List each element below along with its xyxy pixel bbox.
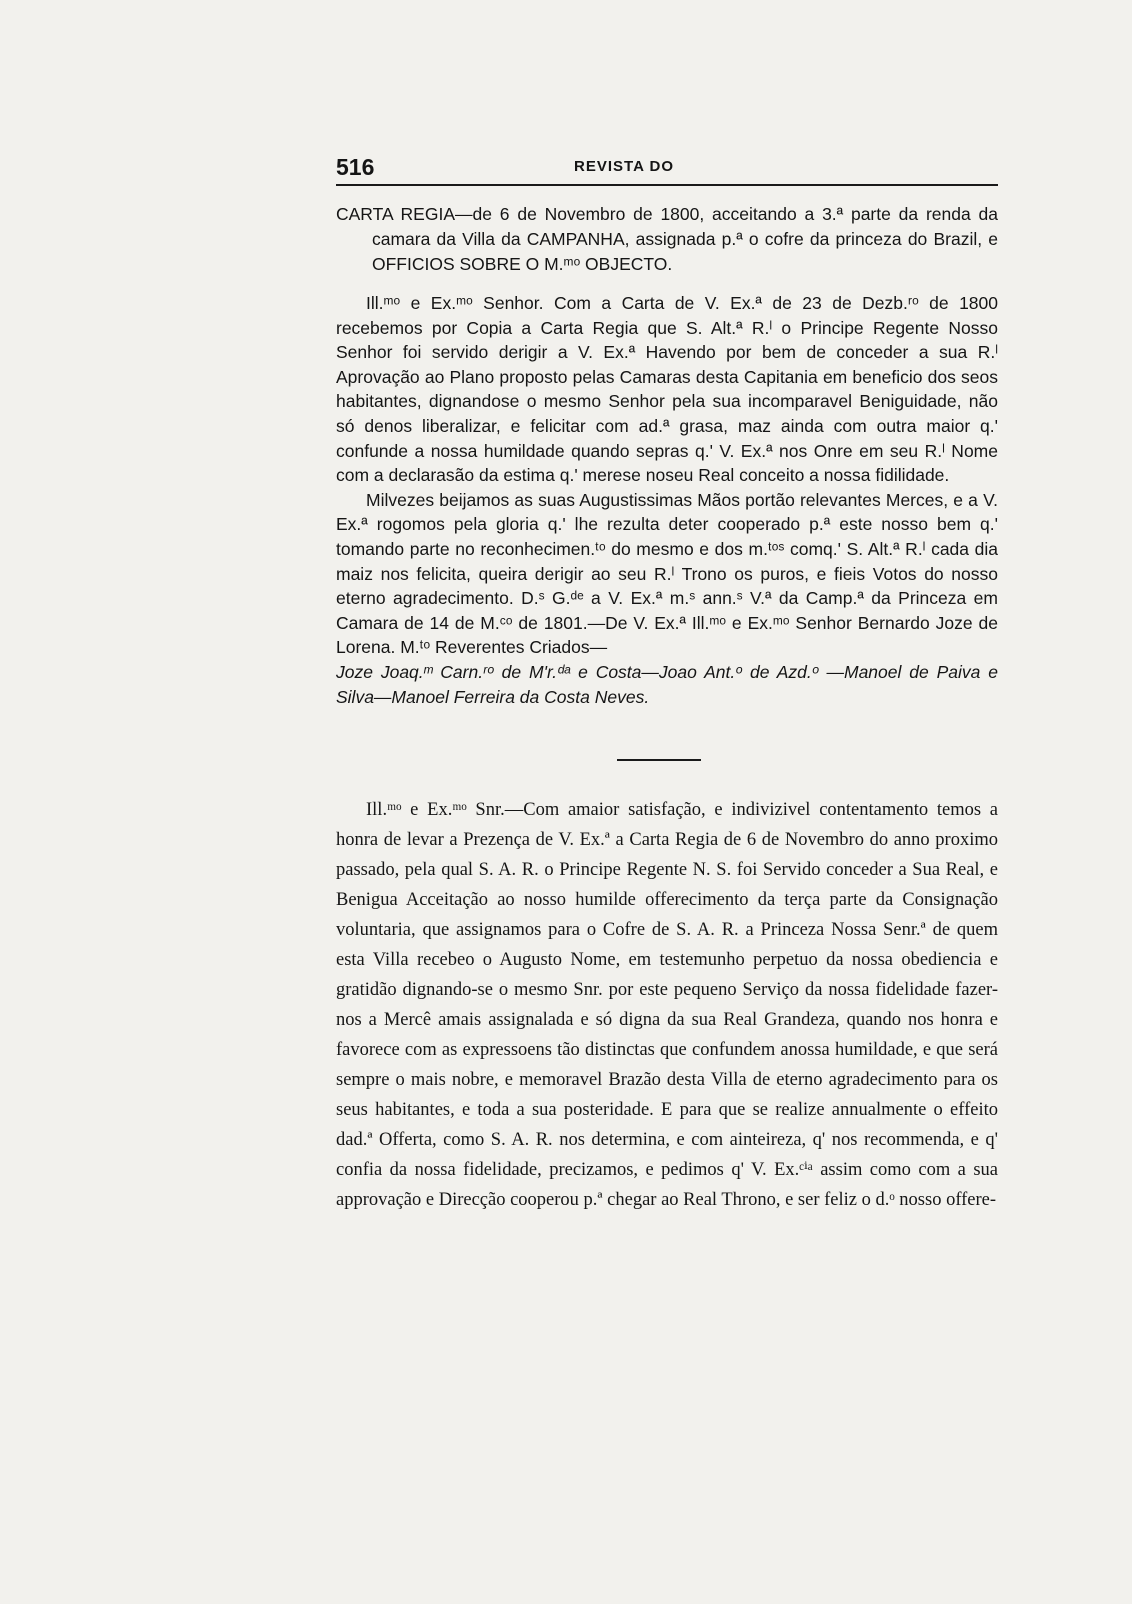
- journal-title: REVISTA DO: [574, 158, 675, 175]
- first-letter-paragraph-2: Milvezes beijamos as suas Augustissimas Mãos portão relevantes Merces, e a V. Ex.ª rogomos pela gloria q.' lhe rezulta deter cooperado p.ª este nosso bem q.' tomando parte no reconhecimen.ᵗᵒ do mesmo e dos m.ᵗᵒˢ comq.' S. Alt.ª R.ˡ cada dia maiz nos felicita, queira derigir ao seu R.ˡ Trono os puros, e fieis Votos do nosso eterno agradecimento. D.ˢ G.ᵈᵉ a V. Ex.ª m.ˢ ann.ˢ V.ª da Camp.ª da Princeza em Camara de 14 de M.ᶜᵒ de 1801.—De V. Ex.ª Ill.ᵐᵒ e Ex.ᵐᵒ Senhor Bernardo Joze de Lorena. M.ᵗᵒ Reverentes Criados—: [336, 489, 998, 658]
- first-letter: [336, 291, 998, 709]
- first-letter-signatures: Joze Joaq.ᵐ Carn.ʳᵒ de M'r.ᵈᵃ e Costa—Joao Ant.ᵒ de Azd.ᵒ —Manoel de Paiva e Silva—Manoel Ferreira da Costa Neves.: [336, 661, 998, 707]
- document-page: [336, 150, 998, 1215]
- second-letter-paragraph-1: Ill.ᵐᵒ e Ex.ᵐᵒ Snr.—Com amaior satisfação, e indivizivel contentamento temos a honra de levar a Prezença de V. Ex.ª a Carta Regia de 6 de Novembro do anno proximo passado, pela qual S. A. R. o Principe Regente N. S. foi Servido conceder a Sua Real, e Benigua Acceitação ao nosso humilde offerecimento da terça parte da Consignação voluntaria, que assignamos para o Cofre de S. A. R. a Princeza Nossa Senr.ª de quem esta Villa recebeo o Augusto Nome, em testemunho perpetuo da nossa obediencia e gratidão dignando-se o mesmo Snr. por este pequeno Serviço da nossa fidelidade fazer-nos a Mercê amais assignalada e só digna da sua Real Grandeza, quando nos honra e favorece com as expressoens tão distinctas que confundem anossa humildade, e que será sempre o mais nobre, e memoravel Brazão desta Villa de eterno agradecimento para os seus habitantes, e toda a sua posteridade. E para que se realize annualmente o effeito dad.ª Offerta, como S. A. R. nos determina, e com ainteireza, q' nos recommenda, e q' confia da nossa fidelidade, precizamos, e pedimos q' V. Ex.ᶜⁱᵃ assim como com a sua approvação e Direcção cooperou p.ª chegar ao Real Throno, e ser feliz o d.ᵒ nosso offere-: [336, 800, 998, 1211]
- running-header: [336, 150, 998, 186]
- first-letter-paragraph-1: Ill.ᵐᵒ e Ex.ᵐᵒ Senhor. Com a Carta de V. Ex.ª de 23 de Dezb.ʳᵒ de 1800 recebemos por Copia a Carta Regia que S. Alt.ª R.ˡ o Principe Regente Nosso Senhor foi servido derigir a V. Ex.ª Havendo por bem de conceder a sua R.ˡ Aprovação ao Plano proposto pelas Camaras desta Capitania em beneficio dos seos habitantes, dignandose o mesmo Senhor pela sua incomparavel Beniguidade, não só denos liberalizar, e felicitar com ad.ª grasa, maz ainda com outra maior q.' confunde a nossa humildade quando sepras q.' V. Ex.ª nos Onre em seu R.ˡ Nome com a declarasão da estima q.' merese noseu Real conceito a nossa fidilidade.: [336, 293, 998, 486]
- second-letter: [336, 795, 998, 1215]
- section-divider: [617, 759, 701, 761]
- document-heading: CARTA REGIA—de 6 de Novembro de 1800, acceitando a 3.ª parte da renda da camara da Villa da CAMPANHA, assignada p.ª o cofre da princeza do Brazil, e OFFICIOS SOBRE O M.ᵐᵒ OBJECTO.: [336, 204, 998, 274]
- page-number: 516: [336, 154, 375, 180]
